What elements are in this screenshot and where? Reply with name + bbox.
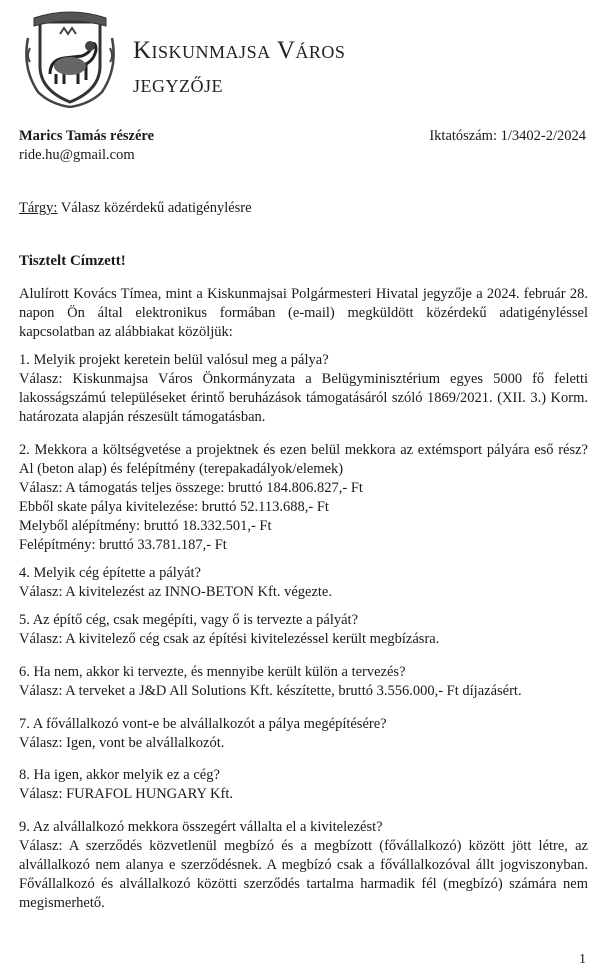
answer-text: Válasz: Igen, vont be alvállalkozót. xyxy=(19,735,225,751)
recipient-name: Marics Tamás részére xyxy=(19,128,155,144)
title-line-2: jegyzője xyxy=(133,71,223,98)
recipient-email: ride.hu@gmail.com xyxy=(19,147,135,163)
question-text: 7. A fővállalkozó vont-e be alvállalkozót a pálya megépítésére? xyxy=(19,716,387,732)
question-text: 5. Az építő cég, csak megépíti, vagy ő is tervezte a pályát? xyxy=(19,612,359,628)
title-line-1: Kiskunmajsa Város xyxy=(133,37,346,64)
qa-item-9 xyxy=(19,818,588,913)
subject-line xyxy=(19,199,252,218)
subject-text: Válasz közérdekű adatigénylésre xyxy=(57,200,252,216)
answer-text: Válasz: FURAFOL HUNGARY Kft. xyxy=(19,786,234,802)
question-text: 8. Ha igen, akkor melyik ez a cég? xyxy=(19,767,220,783)
qa-item-8 xyxy=(19,766,588,804)
answer-line: Felépítmény: bruttó 33.781.187,- Ft xyxy=(19,537,227,553)
answer-text: Válasz: A kivitelező cég csak az építési kivitelezéssel került megbízásra. xyxy=(19,631,440,647)
qa-item-2 xyxy=(19,441,588,555)
qa-item-1 xyxy=(19,351,588,427)
question-text: 9. Az alvállalkozó mekkora összegért vállalta el a kivitelezést? xyxy=(19,819,383,835)
document-title xyxy=(133,34,345,102)
question-text: 6. Ha nem, akkor ki tervezte, és mennyibe került külön a tervezés? xyxy=(19,664,406,680)
answer-line: Válasz: A támogatás teljes összege: bruttó 184.806.827,- Ft xyxy=(19,480,363,496)
question-text: 1. Melyik projekt keretein belül valósul meg a pálya? xyxy=(19,352,329,368)
subject-label: Tárgy: xyxy=(19,200,58,216)
answer-text: Válasz: A terveket a J&D All Solutions Kft. készítette, bruttó 3.556.000,- Ft díjazásért. xyxy=(19,683,522,699)
coat-of-arms-logo xyxy=(20,8,120,108)
qa-item-7 xyxy=(19,715,588,753)
qa-item-6 xyxy=(19,663,588,701)
answer-line: Melyből alépítmény: bruttó 18.332.501,- Ft xyxy=(19,518,272,534)
question-text: 4. Melyik cég építette a pályát? xyxy=(19,565,201,581)
intro-paragraph: Alulírott Kovács Tímea, mint a Kiskunmajsai Polgármesteri Hivatal jegyzője a 2024. február 28. napon Ön által elektronikus formában (e-mail) megküldött közérdekű adatigényléssel kapcsolatban az alábbiakat közöljük: xyxy=(19,286,588,340)
salutation: Tisztelt Címzett! xyxy=(19,253,126,269)
page-number: 1 xyxy=(579,952,586,967)
question-text: 2. Mekkora a költségvetése a projektnek és ezen belül mekkora az extémsport pályára eső rész? Al (beton alap) és felépítmény (terepakadályok/elemek) xyxy=(19,442,588,477)
qa-item-5 xyxy=(19,611,588,649)
reference-number: Iktatószám: 1/3402-2/2024 xyxy=(429,128,586,144)
answer-text: Válasz: A kivitelezést az INNO-BETON Kft. végezte. xyxy=(19,584,332,600)
answer-text: Válasz: A szerződés közvetlenül megbízó és a megbízott (fővállalkozó) között jött létre, az alvállalkozó nem alanya e szerződésnek. A megbízó csak a fővállalkozóval állt jogviszonyban. Fővállalkozó és alvállalkozó közötti szerződés tartalma harmadik fél (megbízó) számára nem megismerhető. xyxy=(19,838,588,911)
qa-item-4 xyxy=(19,564,588,602)
answer-text: Válasz: Kiskunmajsa Város Önkormányzata a Belügyminisztérium egyes 5000 fő feletti lakosságszámú településeket érintő beruházások támogatásáról szóló 1869/2021. (XII. 3.) Korm. határozata alapján részesült támogatásban. xyxy=(19,371,588,425)
answer-line: Ebből skate pálya kivitelezése: bruttó 52.113.688,- Ft xyxy=(19,499,329,515)
